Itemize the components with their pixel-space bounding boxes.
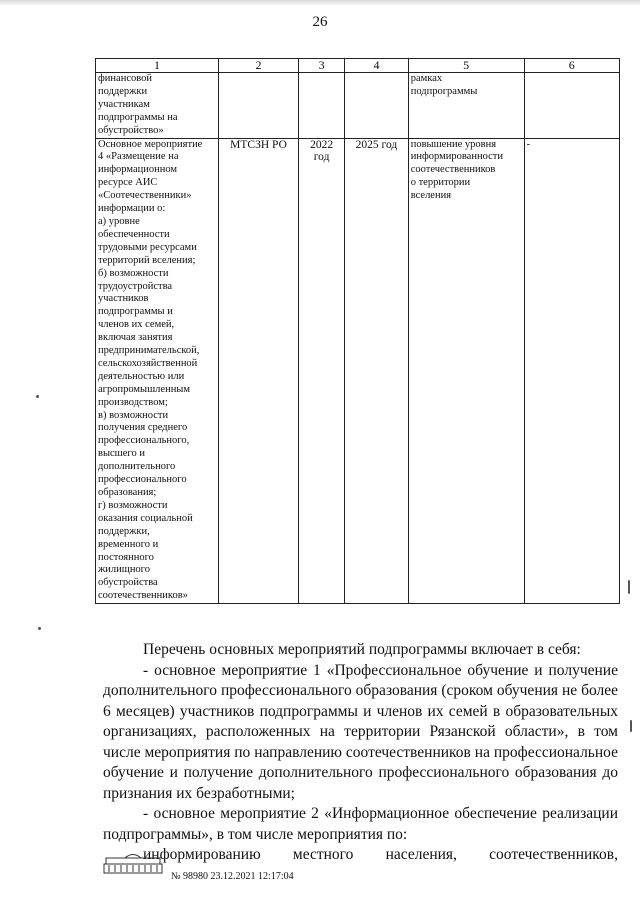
row1-result-cell: рамках подпрограммы <box>408 73 524 139</box>
row2-start-year-cell: 2022 год <box>299 138 345 604</box>
table-row <box>96 138 620 604</box>
row2-result-cell: повышение уровня информированности соотечественников о территории вселения <box>408 138 524 604</box>
header-cell: 5 <box>408 59 524 73</box>
header-cell: 3 <box>299 59 345 73</box>
row1-empty-cell <box>299 73 345 139</box>
scan-speck <box>628 580 630 594</box>
row2-end-year-cell: 2025 год <box>345 138 409 604</box>
header-cell: 4 <box>345 59 409 73</box>
row1-empty-cell <box>219 73 299 139</box>
page-number: 26 <box>312 14 328 30</box>
header-cell: 2 <box>219 59 299 73</box>
paragraph: Перечень основных мероприятий подпрограммы включает в себя: <box>143 641 581 658</box>
row2-measure-cell: Основное мероприятие 4 «Размещение на информационном ресурсе АИС «Соотечественники» информации о: а) уровне обеспеченности трудовыми ресурсами территорий вселения; б) возможности трудоустройства участников подпрограммы и членов их семей, включая занятия предпринимательской, сельскохозяйственной деятельностью или агропромышленным производством; в) возможности получения среднего профессионального, высшего и дополнительного профессионального образования; г) возможности оказания социальной поддержки, временного и постоянного жилищного обустройства соотечественников» <box>96 138 219 604</box>
program-table <box>95 58 620 604</box>
document-footer <box>103 852 403 892</box>
document-id: № 98980 23.12.2021 12:17:04 <box>171 871 294 882</box>
scan-speck <box>38 627 41 630</box>
paragraph: - основное мероприятие 1 «Профессиональное обучение и получение дополнительного профессионального образования (сроком обучения не более 6 месяцев) участников подпрограммы и членов их семей в образовательных организациях, расположенных на территории Рязанской области», в том числе мероприятия по направлению соотечественников на профессиональное обучение и получение дополнительного профессионального образования до признания их безработными; <box>103 661 618 802</box>
registry-logo-icon <box>103 852 163 874</box>
table-row <box>96 73 620 139</box>
body-text <box>103 640 618 866</box>
row1-empty-cell <box>524 73 619 139</box>
row1-measure-cell: финансовой поддержки участникам подпрограммы на обустройство» <box>96 73 219 139</box>
row2-executor-cell: МТСЗН РО <box>219 138 299 604</box>
row2-note-cell: - <box>524 138 619 604</box>
header-cell: 1 <box>96 59 219 73</box>
paragraph: информированию местного населения, соотечественников, <box>143 846 618 863</box>
scan-speck <box>36 395 39 398</box>
paragraph: - основное мероприятие 2 «Информационное обеспечение реализации подпрограммы», в том числе мероприятия по: <box>103 805 618 843</box>
header-cell: 6 <box>524 59 619 73</box>
scan-speck <box>630 720 632 732</box>
row1-empty-cell <box>345 73 409 139</box>
table-header-row <box>96 59 620 73</box>
page-top-edge <box>0 0 640 6</box>
